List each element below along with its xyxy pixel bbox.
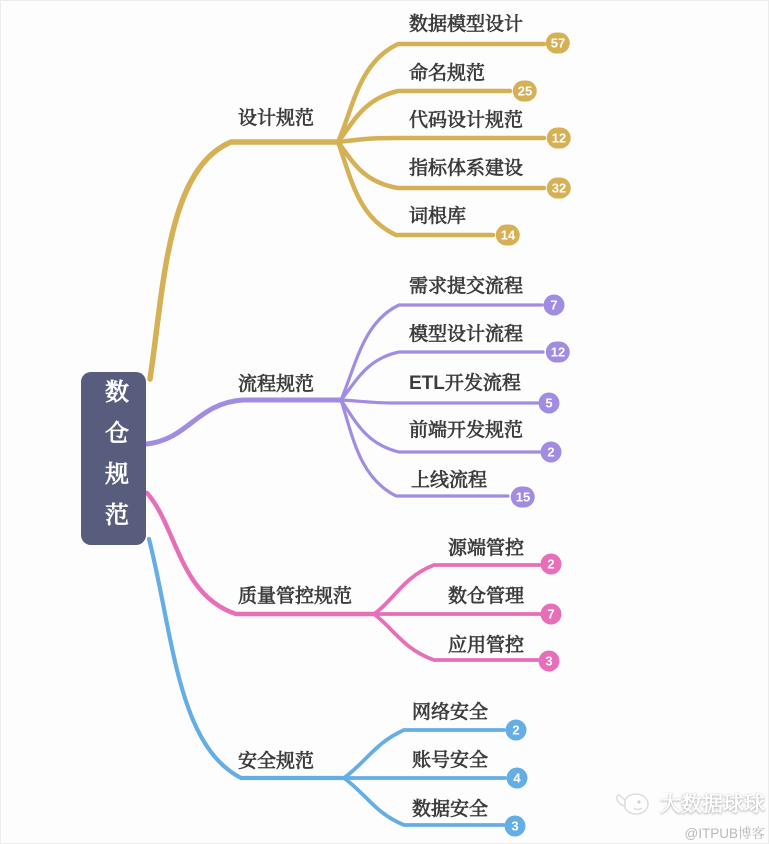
root-node[interactable]	[81, 372, 146, 545]
leaf-node-security-0[interactable]: 网络安全	[412, 702, 489, 723]
leaf-node-design-3[interactable]: 指标体系建设	[409, 158, 524, 179]
count-badge-security-1[interactable]: 4	[507, 768, 528, 789]
count-badge-design-4[interactable]: 14	[496, 225, 520, 246]
count-badge-quality-0[interactable]: 2	[541, 554, 562, 575]
leaf-node-design-0[interactable]: 数据模型设计	[409, 14, 524, 35]
leaf-node-quality-2[interactable]: 应用管控	[448, 635, 525, 656]
watermark-brand: 大数据球球	[660, 793, 765, 816]
leaf-node-process-4[interactable]: 上线流程	[411, 470, 488, 491]
count-badge-design-0[interactable]: 57	[546, 33, 570, 54]
leaf-node-quality-1[interactable]: 数仓管理	[448, 586, 525, 607]
leaf-node-process-3[interactable]: 前端开发规范	[409, 420, 524, 441]
process-child-line-2	[341, 400, 538, 403]
branch-node-process[interactable]: 流程规范	[238, 374, 315, 395]
leaf-node-quality-0[interactable]: 源端管控	[448, 538, 525, 559]
count-badge-process-2[interactable]: 5	[539, 393, 560, 414]
root-node-label: 数仓规范	[100, 378, 128, 543]
count-badge-security-0[interactable]: 2	[506, 720, 527, 741]
branch-node-quality[interactable]: 质量管控规范	[238, 586, 353, 607]
leaf-node-design-4[interactable]: 词根库	[409, 206, 467, 227]
count-badge-quality-2[interactable]: 3	[539, 651, 560, 672]
process-trunk-line	[147, 400, 341, 444]
leaf-node-process-2[interactable]: ETL开发流程	[409, 373, 521, 394]
design-trunk-line	[150, 142, 338, 379]
count-badge-quality-1[interactable]: 7	[541, 604, 562, 625]
count-badge-process-0[interactable]: 7	[544, 295, 565, 316]
count-badge-process-3[interactable]: 2	[541, 442, 562, 463]
branch-node-design[interactable]: 设计规范	[238, 108, 315, 129]
design-child-line-2	[338, 138, 544, 142]
leaf-node-process-1[interactable]: 模型设计流程	[409, 324, 524, 345]
count-badge-security-2[interactable]: 3	[505, 816, 526, 837]
watermark-attribution: @ITPUB博客	[684, 826, 765, 841]
count-badge-design-2[interactable]: 12	[547, 128, 571, 149]
leaf-node-process-0[interactable]: 需求提交流程	[409, 276, 524, 297]
leaf-node-design-1[interactable]: 命名规范	[409, 63, 486, 84]
security-trunk-line	[149, 539, 344, 778]
leaf-node-security-1[interactable]: 账号安全	[412, 750, 489, 771]
count-badge-design-3[interactable]: 32	[547, 178, 571, 199]
count-badge-design-1[interactable]: 25	[513, 81, 537, 102]
leaf-node-security-2[interactable]: 数据安全	[412, 799, 489, 820]
count-badge-process-4[interactable]: 15	[511, 487, 535, 508]
branch-node-security[interactable]: 安全规范	[238, 751, 315, 772]
count-badge-process-1[interactable]: 12	[546, 342, 570, 363]
leaf-node-design-2[interactable]: 代码设计规范	[409, 110, 524, 131]
